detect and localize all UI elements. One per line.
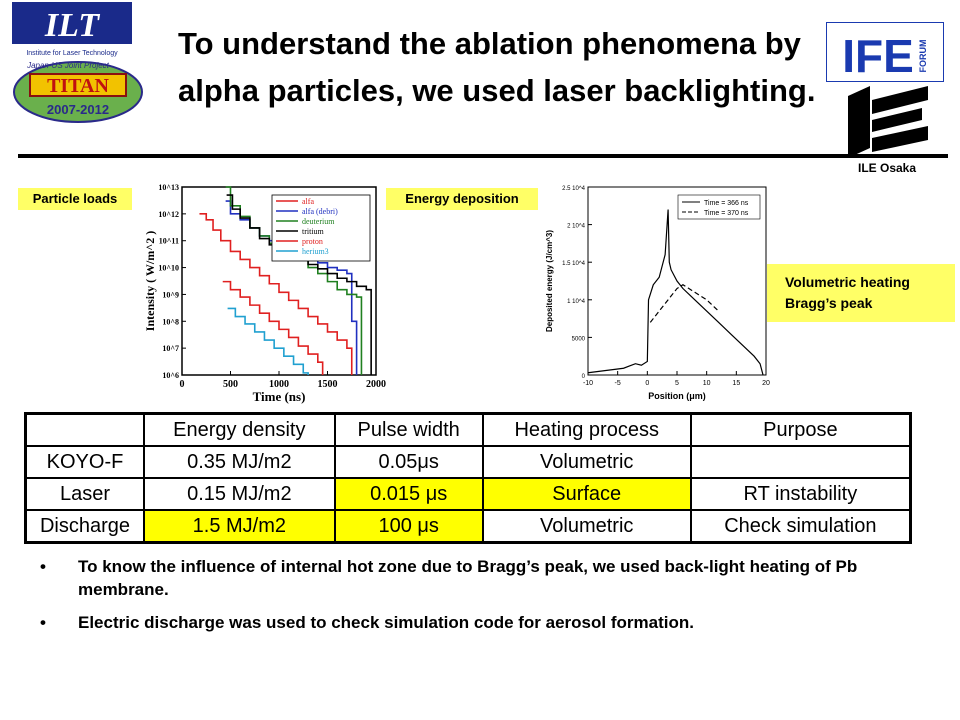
x-tick-label: -10 [582, 380, 594, 387]
y-tick-label: 10^13 [158, 183, 179, 192]
ife-logo-subtitle: FORUM [918, 39, 928, 73]
bullet-marker: • [40, 613, 46, 632]
x-tick-label: 2000 [366, 379, 386, 390]
table-cell: Volumetric [483, 510, 691, 543]
bullet-text: To know the influence of internal hot zone due to Bragg’s peak, we used back-light heating of Pb membrane. [78, 557, 858, 599]
table-cell: Discharge [26, 510, 145, 543]
y-axis-label: Intensity ( W/m^2 ) [143, 230, 157, 332]
legend-label: alfa (debri) [302, 207, 338, 216]
table-cell: Laser [26, 478, 145, 510]
x-axis-label: Position (μm) [648, 391, 706, 401]
y-tick-label: 5000 [571, 336, 585, 343]
legend-label: tritium [302, 227, 324, 236]
ile-osaka-label: ILE Osaka [858, 161, 917, 175]
y-tick-label: 10^7 [162, 344, 179, 354]
table-cell: 0.015 μs [335, 478, 483, 510]
table-cell: Check simulation [691, 510, 911, 543]
energy-deposition-chart [538, 175, 770, 407]
x-tick-label: 20 [762, 380, 770, 387]
bullet-list [40, 555, 920, 644]
x-tick-label: 5 [675, 380, 679, 387]
table-cell: 1.5 MJ/m2 [144, 510, 335, 543]
titan-logo-text: TITAN [47, 75, 109, 97]
x-tick-label: 1500 [317, 379, 338, 390]
x-tick-label: 10 [702, 380, 711, 387]
legend-label: alfa [302, 197, 314, 206]
legend-label: Time = 366 ns [704, 200, 749, 207]
comparison-table [24, 412, 912, 544]
x-tick-label: -5 [614, 380, 621, 387]
table-header-cell: Purpose [691, 414, 911, 447]
table-cell: KOYO-F [26, 446, 145, 478]
table-header-cell: Energy density [144, 414, 335, 447]
y-tick-label: 10^6 [162, 371, 179, 380]
x-tick-label: 0 [179, 379, 185, 390]
particle-loads-chart [140, 175, 388, 407]
table-row [26, 414, 911, 447]
energy-deposition-label: Energy deposition [386, 188, 538, 210]
y-tick-label: 0 [581, 374, 585, 380]
legend-label: proton [302, 237, 323, 246]
bullet-marker: • [40, 557, 46, 576]
y-tick-label: 2 10^4 [567, 223, 585, 230]
titan-logo [8, 56, 148, 124]
table-cell: 0.35 MJ/m2 [144, 446, 335, 478]
ife-logo-text: IFE [842, 30, 914, 82]
table-row [26, 478, 911, 510]
legend-label: herium3 [302, 247, 329, 256]
ilt-logo-text: ILT [44, 7, 100, 44]
table-row [26, 510, 911, 543]
bullet-item-bragg [40, 555, 920, 601]
table-header-cell: Heating process [483, 414, 691, 447]
comparison-table-body [26, 414, 911, 543]
y-tick-label: 2.5 10^4 [562, 186, 585, 192]
legend-label: deuterium [302, 217, 335, 226]
ilt-logo [12, 2, 132, 60]
x-tick-label: 15 [732, 380, 741, 387]
volumetric-heating-label [767, 264, 955, 322]
x-tick-label: 500 [223, 379, 238, 390]
bullet-item-discharge [40, 611, 920, 634]
table-cell: RT instability [691, 478, 911, 510]
x-tick-label: 0 [645, 380, 650, 387]
table-cell: 0.15 MJ/m2 [144, 478, 335, 510]
y-tick-label: 10^11 [158, 236, 179, 246]
x-axis-label: Time (ns) [252, 389, 306, 404]
titan-logo-caption: Japan-US Joint Project [27, 61, 109, 70]
particle-loads-label: Particle loads [18, 188, 132, 210]
y-tick-label: 1 10^4 [567, 298, 585, 305]
table-cell [691, 446, 911, 478]
table-cell: Volumetric [483, 446, 691, 478]
legend-label: Time = 370 ns [704, 210, 749, 217]
braggs-peak-text: Bragg’s peak [785, 295, 873, 311]
y-tick-label: 10^10 [158, 263, 179, 273]
table-header-cell [26, 414, 145, 447]
table-cell: Surface [483, 478, 691, 510]
y-tick-label: 10^9 [162, 290, 179, 300]
bullet-text: Electric discharge was used to check simulation code for aerosol formation. [78, 613, 694, 632]
y-tick-label: 10^12 [158, 209, 179, 219]
table-header-cell: Pulse width [335, 414, 483, 447]
y-tick-label: 1.5 10^4 [562, 261, 585, 268]
x-tick-label: 1000 [269, 379, 289, 390]
ilt-logo-subtitle: Institute for Laser Technology [26, 50, 118, 57]
page-title: To understand the ablation phenomena by alpha particles, we used laser backlighting. [178, 26, 816, 108]
titan-logo-years: 2007-2012 [46, 102, 110, 117]
y-axis-label: Deposited energy (J/cm^3) [545, 229, 554, 333]
title-divider [18, 154, 948, 158]
table-row [26, 446, 911, 478]
table-cell: 100 μs [335, 510, 483, 543]
y-tick-label: 10^8 [162, 317, 179, 327]
table-cell: 0.05μs [335, 446, 483, 478]
volumetric-heating-text: Volumetric heating [785, 274, 910, 290]
